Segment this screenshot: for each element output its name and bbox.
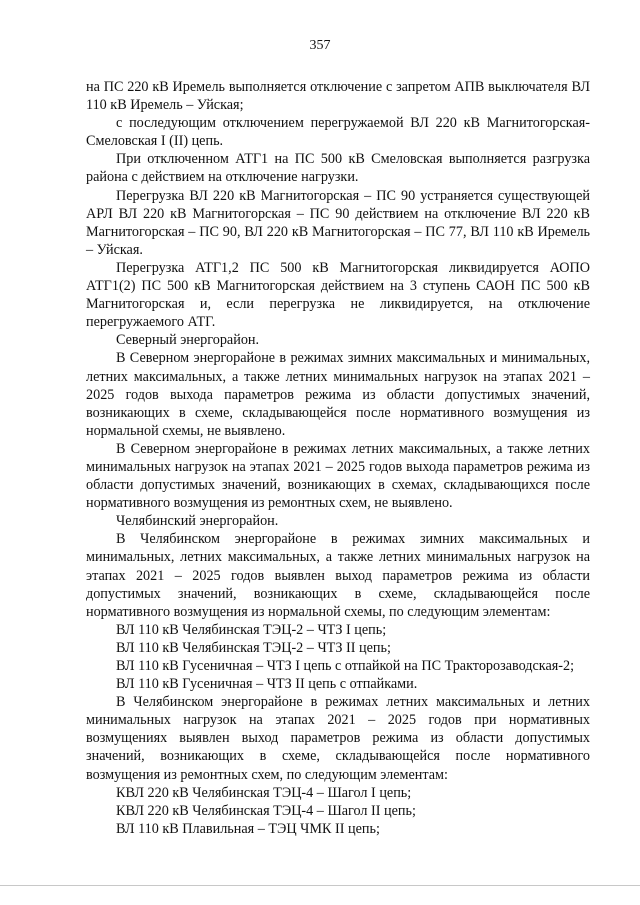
paragraph: В Северном энергорайоне в режимах летних максимальных, а также летних минимальных нагрузок на этапах 2021 – 2025 годов выхода параметров режима из области допустимых значений, возникающих в схемах, складывающихся после нормативного возмущения из ремонтных схем, не выявлено. bbox=[86, 440, 590, 512]
paragraph: В Челябинском энергорайоне в режимах зимних максимальных и минимальных, летних максимальных, а также летних минимальных нагрузок на этапах 2021 – 2025 годов выявлен выход параметров режима из области допустимых значений, возникающих в схеме, складывающейся после нормативного возмущения из нормальной схемы, по следующим элементам: bbox=[86, 531, 590, 620]
list-item: ВЛ 110 кВ Гусеничная – ЧТЗ I цепь с отпайкой на ПС Тракторозаводская-2; bbox=[116, 658, 575, 674]
document-body bbox=[86, 78, 590, 838]
paragraph: Перегрузка АТГ1,2 ПС 500 кВ Магнитогорская ликвидируется АОПО АТГ1(2) ПС 500 кВ Магнитогорская действием на 3 ступень САОН ПС 500 кВ Магнитогорская и, если перегрузка не ликвидируется, на отключение перегружаемого АТГ. bbox=[86, 259, 590, 331]
list-item: КВЛ 220 кВ Челябинская ТЭЦ-4 – Шагол I цепь; bbox=[116, 784, 412, 801]
paragraph: на ПС 220 кВ Иремель выполняется отключение с запретом АПВ выключателя ВЛ 110 кВ Иремель – Уйская; bbox=[86, 79, 590, 114]
list-item: ВЛ 110 кВ Челябинская ТЭЦ-2 – ЧТЗ II цепь; bbox=[116, 639, 391, 656]
paragraph: В Северном энергорайоне в режимах зимних максимальных и минимальных, летних максимальных, а также летних минимальных нагрузок на этапах 2021 – 2025 годов выхода параметров режима из области допустимых значений, возникающих в схеме, складывающейся после нормативного возмущения из нормальной схемы, не выявлено. bbox=[86, 350, 590, 439]
paragraph: с последующим отключением перегружаемой ВЛ 220 кВ Магнитогорская-Смеловская I (II) цепь. bbox=[86, 115, 590, 150]
list-item: КВЛ 220 кВ Челябинская ТЭЦ-4 – Шагол II цепь; bbox=[116, 802, 416, 819]
section-heading: Челябинский энергорайон. bbox=[116, 513, 279, 530]
list-item: ВЛ 110 кВ Плавильная – ТЭЦ ЧМК II цепь; bbox=[116, 820, 380, 837]
paragraph: При отключенном АТГ1 на ПС 500 кВ Смеловская выполняется разгрузка района с действием на отключение нагрузки. bbox=[86, 151, 590, 186]
page-number: 357 bbox=[309, 38, 331, 53]
paragraph: Перегрузка ВЛ 220 кВ Магнитогорская – ПС 90 устраняется существующей АРЛ ВЛ 220 кВ Магнитогорская – ПС 90 действием на отключение ВЛ 220 кВ Магнитогорская – ПС 90, ВЛ 220 кВ Магнитогорская – ПС 77, ВЛ 110 кВ Иремель – Уйская. bbox=[86, 187, 590, 258]
list-item: ВЛ 110 кВ Челябинская ТЭЦ-2 – ЧТЗ I цепь; bbox=[116, 621, 387, 638]
paragraph: В Челябинском энергорайоне в режимах летних максимальных и летних минимальных нагрузок на этапах 2021 – 2025 годов при нормативных возмущениях выявлен выход параметров режима из области допустимых значений, возникающих в схеме, складывающейся после нормативного возмущения из ремонтных схем, по следующим элементам: bbox=[86, 694, 590, 783]
section-heading: Северный энергорайон. bbox=[116, 332, 260, 349]
page-bottom-edge bbox=[0, 885, 640, 886]
list-item: ВЛ 110 кВ Гусеничная – ЧТЗ II цепь с отпайками. bbox=[116, 676, 418, 693]
